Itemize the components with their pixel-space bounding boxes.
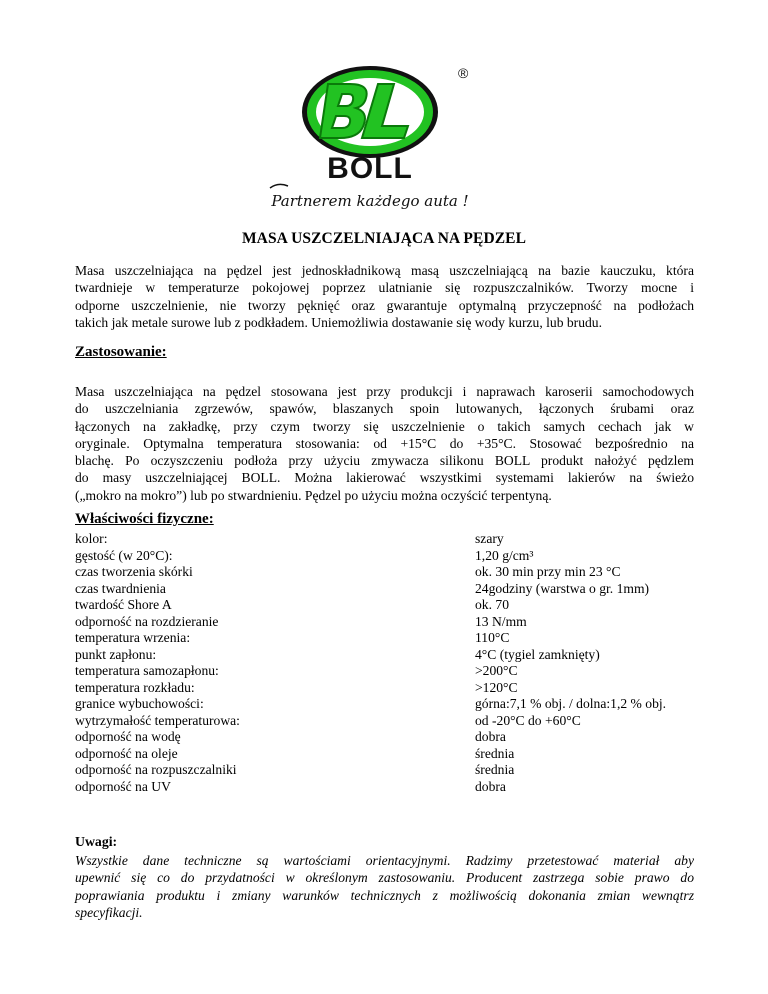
property-value: ok. 30 min przy min 23 °C <box>475 564 621 579</box>
property-key: temperatura samozapłonu: <box>75 663 219 678</box>
property-value: średnia <box>475 762 515 777</box>
property-value: dobra <box>475 778 506 794</box>
property-value: ok. 70 <box>475 597 509 612</box>
property-key: odporność na rozpuszczalniki <box>75 762 237 777</box>
property-key: czas twardnienia <box>75 580 166 596</box>
property-value: górna:7,1 % obj. / dolna:1,2 % obj. <box>475 696 667 711</box>
property-row <box>75 531 695 548</box>
notes-line: Wszystkie dane techniczne są wartościami orientacyjnymi. Radzimy przetestować materiał aby <box>75 853 694 868</box>
property-key: odporność na UV <box>75 778 171 794</box>
notes-line: upewnić się co do przydatności w określonym zastosowaniu. Producent zastrzega sobie prawo do <box>75 870 694 886</box>
property-key: odporność na oleje <box>75 745 178 761</box>
usage-line: oryginale. Optymalna temperatura stosowania: od +15°C do +35°C. Stosować bezpośrednio na <box>75 435 694 451</box>
usage-heading: Zastosowanie: <box>75 344 167 360</box>
property-value: szary <box>475 531 504 546</box>
usage-line: Masa uszczelniająca na pędzel stosowana jest przy produkcji i naprawach karoserii samochodowych <box>75 384 694 399</box>
document-title: MASA USZCZELNIAJĄCA NA PĘDZEL <box>241 230 527 247</box>
property-row <box>75 729 695 746</box>
property-key: czas tworzenia skórki <box>75 564 193 579</box>
property-row <box>75 581 695 598</box>
property-value: średnia <box>475 745 515 761</box>
tagline-flourish-icon <box>270 184 288 188</box>
property-row <box>75 548 695 565</box>
properties-heading: Właściwości fizyczne: <box>75 511 214 527</box>
property-row <box>75 614 695 631</box>
logo-brand-text: BOLL <box>327 152 413 185</box>
property-row <box>75 762 695 779</box>
logo-letter-b-icon <box>320 84 367 138</box>
intro-line: Masa uszczelniająca na pędzel jest jednoskładnikową masą uszczelniającą na bazie kauczuku, która <box>75 263 694 278</box>
property-key: gęstość (w 20°C): <box>75 547 173 563</box>
intro-line: takich jak metale surowe lub z podkładem. Uniemożliwia dostawanie się wody kurzu, lub brudu. <box>75 314 602 330</box>
usage-line: łączonych na zakładkę, przy czym tworzy się uszczelnienie o takich samych cechach jak w <box>75 418 694 434</box>
property-row <box>75 696 695 713</box>
property-value: dobra <box>475 729 506 744</box>
property-row <box>75 564 695 581</box>
property-value: 1,20 g/cm³ <box>475 547 534 563</box>
property-key: wytrzymałość temperaturowa: <box>75 712 240 728</box>
usage-line: do uszczelniania zgrzewów, spawów, blaszanych spoin lutowanych, łączonych śrubami oraz <box>75 401 694 417</box>
property-key: temperatura rozkładu: <box>75 679 195 695</box>
property-row <box>75 680 695 697</box>
intro-line: twardnieje w temperaturze pokojowej poprzez ulatnianie się rozpuszczalników. Tworzy mocne i <box>75 280 694 296</box>
usage-paragraph <box>75 383 694 504</box>
property-row <box>75 647 695 664</box>
notes-paragraph <box>75 852 694 921</box>
property-row <box>75 597 695 614</box>
property-value: 110°C <box>475 630 510 645</box>
property-row <box>75 779 695 796</box>
property-value: 24godziny (warstwa o gr. 1mm) <box>475 580 650 596</box>
property-value: od -20°C do +60°C <box>475 712 581 728</box>
notes-line: specyfikacji. <box>75 904 143 920</box>
property-key: punkt zapłonu: <box>75 646 157 662</box>
usage-line: blachę. Po oczyszczeniu podłoża przy użyciu zmywacza silikonu BOLL produkt nałożyć pędzlem <box>75 453 694 469</box>
boll-logo <box>258 60 508 220</box>
logo-tagline: Partnerem każdego auta ! <box>271 192 469 210</box>
usage-line: do masy uszczelniającej BOLL. Można lakierować wszystkimi systemami lakierów na świeżo <box>75 470 694 486</box>
property-key: temperatura wrzenia: <box>75 630 191 645</box>
property-row <box>75 713 695 730</box>
property-row <box>75 630 695 647</box>
boll-logo-graphic <box>258 60 508 220</box>
property-key: kolor: <box>75 531 108 546</box>
notes-line: poprawiania produktu i zmiany warunków technicznych z możliwością dokonania zmian wewnątrz <box>75 887 694 903</box>
property-key: odporność na rozdzieranie <box>75 613 219 629</box>
property-value: 4°C (tygiel zamknięty) <box>475 646 600 662</box>
properties-table <box>75 531 695 795</box>
property-key: granice wybuchowości: <box>75 696 204 711</box>
intro-paragraph <box>75 262 694 331</box>
intro-line: odporne uszczelnienie, nie tworzy pęknięć oraz gwarantuje optymalną przyczepność na podłożach <box>75 297 694 313</box>
notes-heading: Uwagi: <box>75 834 118 849</box>
property-key: twardość Shore A <box>75 597 172 612</box>
property-row <box>75 746 695 763</box>
usage-line: („mokro na mokro”) lub po stwardnieniu. Pędzel po użyciu można oczyścić terpentyną. <box>75 487 552 503</box>
property-value: >120°C <box>475 679 518 695</box>
property-row <box>75 663 695 680</box>
property-value: >200°C <box>475 663 518 678</box>
property-key: odporność na wodę <box>75 729 181 744</box>
property-value: 13 N/mm <box>475 613 527 629</box>
registered-mark: ® <box>458 65 469 81</box>
